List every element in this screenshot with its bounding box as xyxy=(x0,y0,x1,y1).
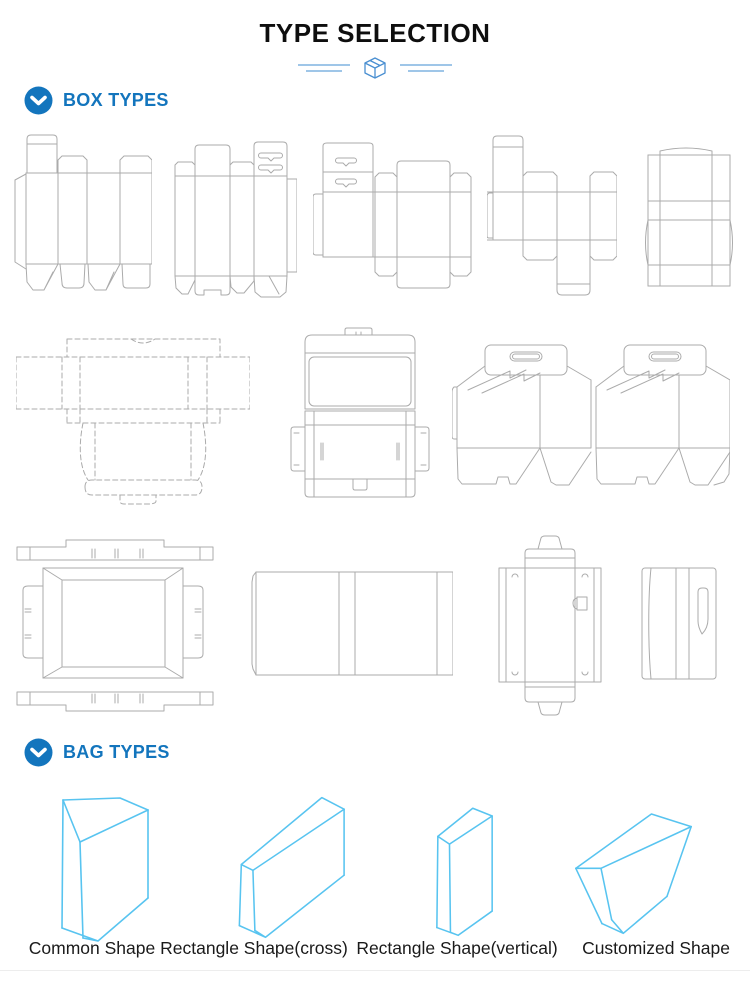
dieline-twin-handle-carrier[interactable] xyxy=(452,344,730,490)
chevron-down-circle-icon xyxy=(24,738,53,767)
dieline-slider-sleeve[interactable] xyxy=(498,535,602,719)
dieline-wrap-panel[interactable] xyxy=(250,568,453,678)
deco-lines-left xyxy=(296,61,352,75)
bag-wireframe-customized-shape[interactable] xyxy=(558,783,708,943)
dieline-hang-tab-box[interactable] xyxy=(173,135,297,301)
deco-lines-right xyxy=(398,61,454,75)
bottom-divider xyxy=(0,970,750,971)
section-label: BAG TYPES xyxy=(63,742,170,762)
dieline-double-wall-tray[interactable] xyxy=(15,539,217,713)
bag-label-common-shape[interactable]: Common Shape xyxy=(28,938,156,958)
title-decoration xyxy=(0,56,750,80)
dieline-tuck-end-box[interactable] xyxy=(14,133,152,293)
dieline-mailer-box-dashed[interactable] xyxy=(16,338,250,506)
dieline-cover-sleeve[interactable] xyxy=(641,567,717,680)
bag-wireframe-rectangle-vertical[interactable] xyxy=(400,785,530,945)
chevron-down-circle-icon xyxy=(24,86,53,115)
bag-label-rectangle-cross[interactable]: Rectangle Shape(cross) xyxy=(160,938,348,958)
box-cube-icon xyxy=(362,56,388,80)
section-header-bag-types[interactable] xyxy=(24,738,170,767)
dieline-sleeve-box[interactable] xyxy=(625,143,735,289)
dieline-horizontal-tuck-box[interactable] xyxy=(487,134,617,300)
page-title: TYPE SELECTION xyxy=(259,18,491,48)
bag-label-customized-shape[interactable]: Customized Shape xyxy=(582,938,730,958)
bag-wireframe-common-shape[interactable] xyxy=(30,785,180,945)
dieline-hang-tab-tray-box[interactable] xyxy=(313,141,490,298)
dieline-lidded-mailer-box[interactable] xyxy=(286,327,433,504)
section-label: BOX TYPES xyxy=(63,90,169,110)
section-header-box-types[interactable] xyxy=(24,86,169,115)
bag-wireframe-rectangle-cross[interactable] xyxy=(208,785,358,945)
bag-label-rectangle-vertical[interactable]: Rectangle Shape(vertical) xyxy=(356,938,558,958)
